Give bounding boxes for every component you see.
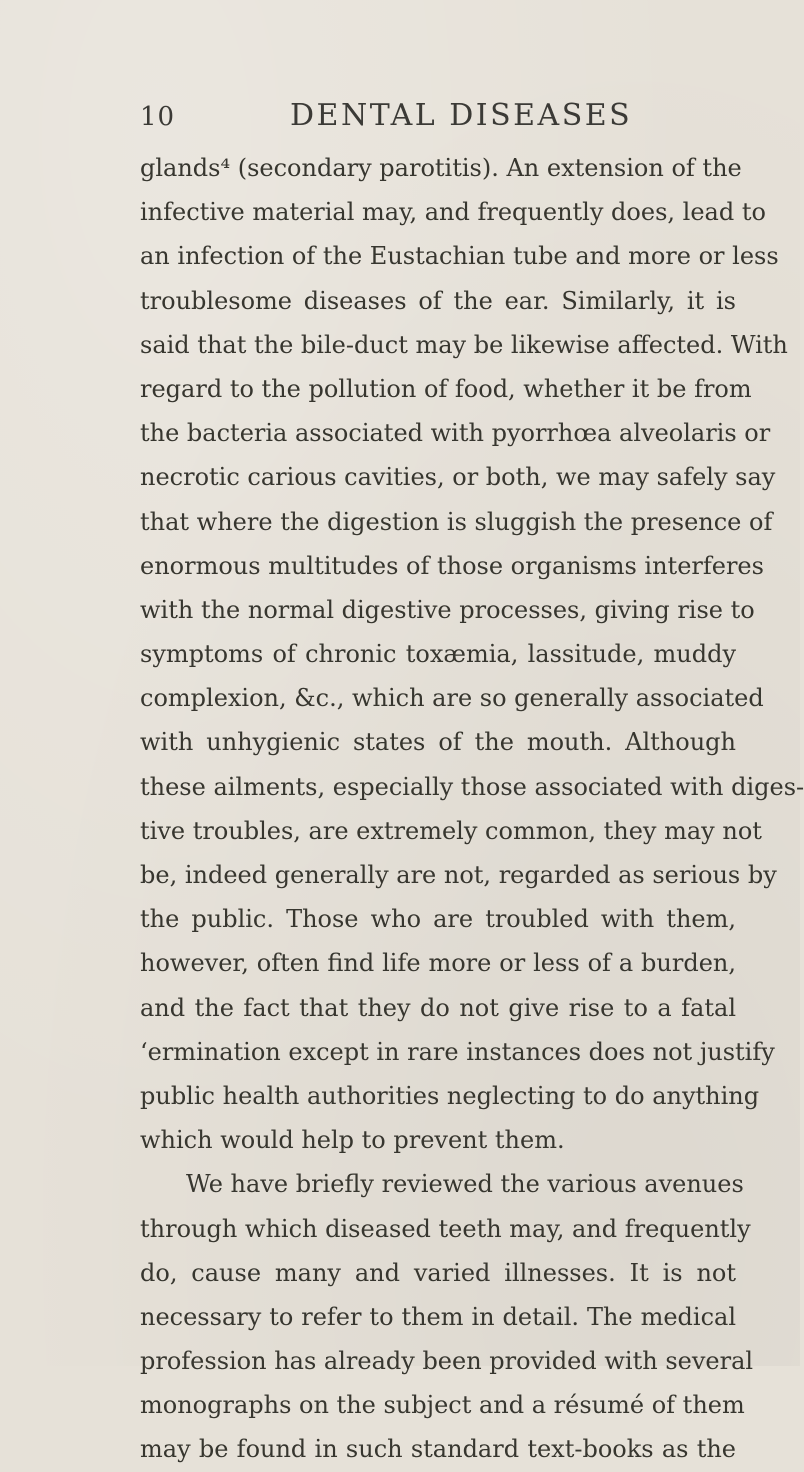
text-line: that where the digestion is sluggish the presence of [140, 507, 773, 536]
text-line: do, cause many and varied illnesses. It is not [140, 1258, 736, 1287]
text-line: necrotic carious cavities, or both, we may safely say [140, 463, 776, 492]
text-line: with unhygienic states of the mouth. Although [140, 728, 736, 757]
text-line: the public. Those who are troubled with them, [140, 905, 736, 934]
text-line: complexion, &c., which are so generally associated [140, 684, 764, 713]
text-line: public health authorities neglecting to do anything [140, 1081, 760, 1110]
text-line: be, indeed generally are not, regarded as serious by [140, 861, 777, 889]
text-line: however, often find life more or less of a burden, [140, 949, 736, 978]
text-line: infective material may, and frequently does, lead to [140, 198, 766, 227]
text-line: an infection of the Eustachian tube and more or less [140, 242, 779, 271]
text-line: ‘ermination except in rare instances does not justify [140, 1037, 775, 1066]
running-head: DENTAL DISEASES [290, 98, 633, 133]
text-line: enormous multitudes of those organisms interferes [140, 551, 764, 580]
text-line: regard to the pollution of food, whether it be from [140, 374, 752, 403]
text-line: profession has already been provided with several [140, 1347, 754, 1376]
page-number: 10 [140, 102, 176, 132]
text-line-paragraph-start: We have briefly reviewed the various avenues [186, 1170, 744, 1199]
text-line: the bacteria associated with pyorrhœa alveolaris or [140, 419, 771, 448]
page-header [0, 98, 800, 144]
text-line: glands⁴ (secondary parotitis). An extension of the [140, 154, 742, 182]
body-text [140, 146, 804, 1472]
text-line: necessary to refer to them in detail. The medical [140, 1302, 736, 1331]
text-line: may be found in such standard text-books as the [140, 1435, 736, 1464]
text-line: and the fact that they do not give rise to a fatal [140, 993, 736, 1022]
text-line: through which diseased teeth may, and frequently [140, 1214, 751, 1243]
text-line: with the normal digestive processes, giving rise to [140, 595, 755, 624]
text-line: troublesome diseases of the ear. Similarly, it is [140, 286, 736, 315]
text-line: said that the bile-duct may be likewise affected. With [140, 330, 788, 359]
text-line: tive troubles, are extremely common, they may not [140, 816, 762, 845]
text-line: which would help to prevent them. [140, 1126, 565, 1155]
text-line: monographs on the subject and a résumé of them [140, 1391, 745, 1420]
text-line: symptoms of chronic toxæmia, lassitude, muddy [140, 640, 736, 669]
text-line: these ailments, especially those associated with diges- [140, 772, 804, 801]
